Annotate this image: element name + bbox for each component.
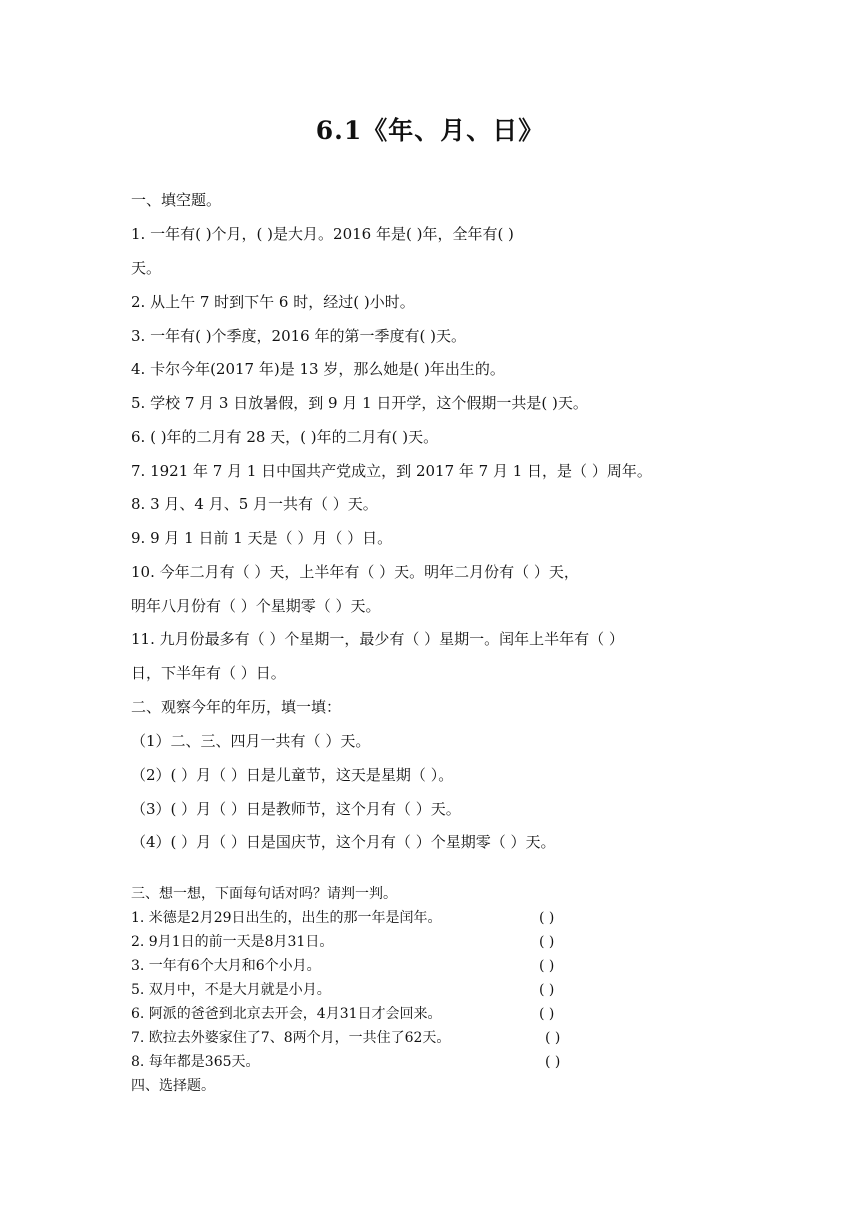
page-title: 6.1《年、月、日》 (315, 116, 545, 145)
answer-parentheses: ( ) (539, 910, 555, 926)
question-line: 11. 九月份最多有（ ）个星期一，最少有（ ）星期一。闰年上半年有（ ） (131, 630, 624, 648)
question-line: 6. ( )年的二月有 28 天，( )年的二月有( )天。 (131, 428, 439, 446)
question-line: （2）( ）月（ ）日是儿童节，这天是星期（ ）。 (131, 766, 454, 784)
question-line: 10. 今年二月有（ ）天，上半年有（ ）天。明年二月份有（ ）天， (131, 563, 579, 581)
question-line: 9. 9 月 1 日前 1 天是（ ）月（ ）日。 (131, 529, 393, 547)
judge-question: 2. 9月1日的前一天是8月31日。 (131, 934, 334, 950)
answer-parentheses: ( ) (539, 1006, 555, 1022)
question-line: 明年八月份有（ ）个星期零（ ）天。 (131, 597, 381, 615)
question-line: 日，下半年有（ ）日。 (131, 664, 286, 682)
question-line: （1）二、三、四月一共有（ ）天。 (131, 732, 371, 750)
section3-heading: 三、想一想，下面每句话对吗？请判一判。 (131, 886, 397, 902)
section2-heading: 二、观察今年的年历，填一填： (131, 698, 342, 716)
judge-question: 8. 每年都是365天。 (131, 1054, 260, 1070)
question-line: （4）( ）月（ ）日是国庆节，这个月有（ ）个星期零（ ）天。 (131, 833, 556, 851)
question-line: 3. 一年有( )个季度，2016 年的第一季度有( )天。 (131, 327, 466, 345)
judge-question: 1. 米德是2月29日出生的，出生的那一年是闰年。 (131, 910, 442, 926)
question-line: 1. 一年有( )个月，( )是大月。2016 年是( )年，全年有( ) (131, 225, 514, 243)
judge-question: 5. 双月中，不是大月就是小月。 (131, 982, 331, 998)
question-line: （3）( ）月（ ）日是教师节，这个月有（ ）天。 (131, 800, 461, 818)
question-line: 天。 (131, 259, 162, 277)
question-line: 2. 从上午 7 时到下午 6 时，经过( )小时。 (131, 293, 415, 311)
answer-parentheses: ( ) (539, 958, 555, 974)
judge-question: 3. 一年有6个大月和6个小月。 (131, 958, 321, 974)
question-line: 5. 学校 7 月 3 日放暑假，到 9 月 1 日开学，这个假期一共是( )天。 (131, 394, 588, 412)
answer-parentheses: ( ) (545, 1030, 561, 1046)
answer-parentheses: ( ) (545, 1054, 561, 1070)
question-line: 7. 1921 年 7 月 1 日中国共产党成立，到 2017 年 7 月 1 日，是（ ）周年。 (131, 462, 652, 480)
answer-parentheses: ( ) (539, 982, 555, 998)
section1-heading: 一、填空题。 (131, 191, 222, 209)
section4-heading: 四、选择题。 (131, 1078, 215, 1094)
judge-question: 7. 欧拉去外婆家住了7、8两个月，一共住了62天。 (131, 1030, 451, 1046)
answer-parentheses: ( ) (539, 934, 555, 950)
judge-question: 6. 阿派的爸爸到北京去开会，4月31日才会回来。 (131, 1006, 442, 1022)
question-line: 4. 卡尔今年(2017 年)是 13 岁，那么她是( )年出生的。 (131, 360, 505, 378)
question-line: 8. 3 月、4 月、5 月一共有（ ）天。 (131, 495, 378, 513)
